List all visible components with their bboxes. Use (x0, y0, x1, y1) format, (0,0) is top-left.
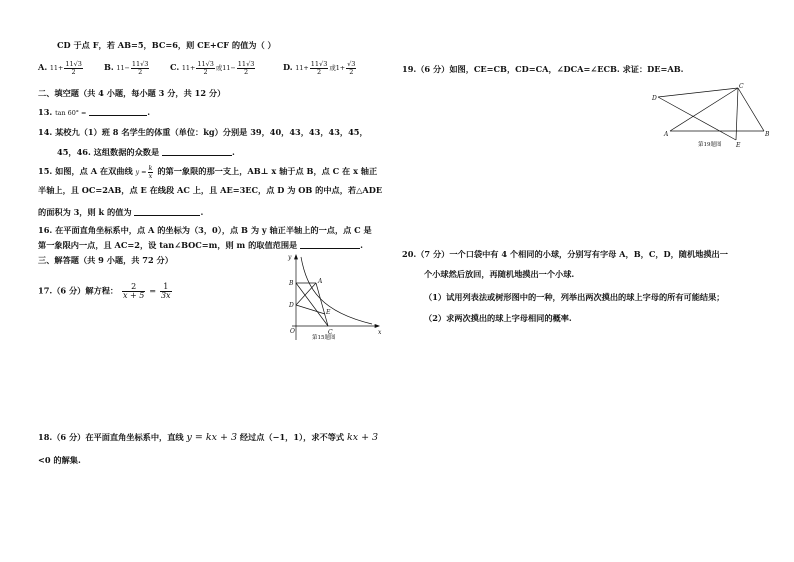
fig15-segment-bc (296, 283, 328, 326)
option-d-frac1 (310, 61, 329, 75)
q12-options (38, 58, 398, 80)
fig19-segment-ce (736, 88, 738, 140)
fig15-label-d: D (289, 302, 294, 309)
q16-line1: 16. 在平面直角坐标系中，点 A 的坐标为（3，0），点 B 为 y 轴正半轴上的一点，点 C 是 (38, 225, 372, 235)
option-c-pre: 11+ (181, 64, 196, 72)
q17-eq: = (149, 285, 157, 296)
option-b-label: B. (104, 62, 114, 72)
option-d-num2: √3 (347, 60, 356, 68)
q18-line1-mid: 经过点（−1，1），求不等式 (239, 432, 345, 442)
fig15-segment-de (296, 305, 325, 314)
q18-line2: <0 的解集. (38, 455, 81, 465)
q13-answer-blank[interactable] (89, 107, 147, 116)
section-3-heading: 三、解答题（共 9 小题，共 72 分） (38, 255, 173, 265)
fig15-hyperbola (301, 257, 372, 324)
q20-line4: （2）求两次摸出的球上字母相同的概率. (424, 313, 572, 323)
q16-line2-text: 第一象限内一点，且 AC=2，设 tan∠BOC=m，则 m 的取值范围是 (38, 240, 298, 250)
q13-end: . (147, 107, 151, 117)
q16-end: . (360, 240, 363, 250)
q12-continuation (57, 41, 276, 51)
option-c-frac1 (196, 61, 215, 75)
fig19-label-e: E (736, 142, 741, 149)
option-c-num1: 11√3 (197, 60, 214, 68)
fig15-label-b: B (289, 280, 294, 287)
fig19-segment-de (658, 97, 736, 140)
option-c-frac2 (237, 61, 256, 75)
option-c-den1: 2 (203, 67, 208, 76)
q14-line2-text: 45，46. 这组数据的众数是 (57, 147, 160, 157)
fig15-label-o: O (290, 328, 295, 335)
q20-line2: 个小球然后放回，再随机地摸出一个小球. (424, 269, 575, 279)
q15-fn-num: k (148, 164, 153, 172)
q17-right-frac (160, 283, 172, 300)
section-2-heading: 二、填空题（共 4 小题，每小题 3 分，共 12 分） (38, 88, 226, 98)
q19-text: 19.（6 分）如图，CE=CB，CD=CA，∠DCA=∠ECB. 求证：DE=AB. (402, 64, 684, 74)
q17-left-frac (122, 283, 145, 300)
fig19-label-c: C (739, 83, 744, 90)
q17-right-den: 3x (160, 291, 171, 300)
option-d-num1: 11√3 (310, 60, 328, 68)
figure-19 (650, 80, 775, 150)
option-a-frac (64, 61, 83, 75)
fig19-caption: 第19题图 (698, 142, 722, 148)
q15-answer-blank[interactable] (134, 207, 200, 216)
q13-expr: tan 60° = (55, 109, 87, 117)
option-c[interactable] (170, 61, 256, 75)
q17-left-den: x + 5 (122, 291, 145, 300)
fig15-label-x: x (378, 329, 382, 336)
option-b-num: 11√3 (131, 60, 149, 68)
fig15-y-arrow (295, 255, 298, 259)
fig15-label-a: A (318, 278, 323, 285)
q14-line1: 14. 某校九（1）班 8 名学生的体重（单位：kg）分别是 39，40，43，43，43，45， (38, 127, 368, 137)
option-d-den2: 2 (349, 67, 354, 76)
option-b-pre: 11− (116, 64, 130, 72)
q15-end: . (200, 207, 204, 217)
q15-pre: 15. 如图，点 A 在双曲线 (38, 166, 133, 176)
option-d-frac2 (346, 61, 356, 75)
q14-end: . (232, 147, 235, 157)
q18-line-eq: y = kx + 3 (186, 432, 237, 443)
fig15-label-e: E (326, 309, 331, 316)
q15-mid: 的第一象限的那一支上，AB⊥ x 轴于点 B，点 C 在 x 轴正 (157, 166, 378, 176)
q14-line2 (57, 147, 235, 158)
option-b-den: 2 (138, 67, 143, 76)
option-a-label: A. (38, 62, 48, 72)
option-a[interactable] (38, 61, 84, 75)
fig15-label-y: y (288, 254, 292, 261)
q14-answer-blank[interactable] (162, 147, 232, 156)
option-a-pre: 11+ (49, 64, 64, 72)
option-b-frac (131, 61, 150, 75)
q16-answer-blank[interactable] (300, 240, 360, 249)
option-d-pre: 11+ (295, 64, 309, 72)
figure-15 (282, 250, 384, 342)
fig19-segment-cb (738, 88, 764, 131)
q15-line1 (38, 165, 377, 179)
fig19-label-d: D (652, 95, 657, 102)
q18-ineq-expr: kx + 3 (346, 432, 379, 443)
option-c-mid: 或11− (215, 64, 236, 72)
option-d-label: D. (283, 62, 293, 72)
option-a-num: 11√3 (65, 60, 82, 68)
option-c-label: C. (170, 62, 180, 72)
q17-left-num: 2 (122, 283, 145, 292)
q15-line3-text: 的面积为 3，则 k 的值为 (38, 207, 132, 217)
fig15-label-c: C (328, 329, 333, 336)
fig15-x-arrow (375, 325, 379, 328)
option-c-num2: 11√3 (237, 60, 255, 68)
q13-number: 13. (38, 107, 53, 117)
q15-line2: 半轴上，且 OC=2AB，点 E 在线段 AC 上，且 AE=3EC，点 D 为 OB 的中点，若△ADE (38, 185, 383, 195)
q15-fn-frac (148, 165, 154, 179)
option-d-mid: 或1+ (329, 64, 346, 72)
fig15-caption: 第15题图 (312, 335, 336, 341)
q12-text: CD 于点 F，若 AB=5，BC=6，则 CE+CF 的值为（ ） (57, 40, 276, 50)
fig19-label-b: B (765, 131, 770, 138)
q20-line1: 20.（7 分）一个口袋中有 4 个相同的小球，分别写有字母 A，B，C，D，随机地摸出一 (402, 249, 728, 259)
q15-fn-den: x (148, 171, 153, 180)
q20-line3: （1）试用列表法或树形图中的一种，列举出两次摸出的球上字母的所有可能结果； (424, 292, 725, 302)
fig19-label-a: A (664, 131, 669, 138)
option-d-den1: 2 (316, 67, 322, 76)
q15-fn: y = (135, 168, 147, 176)
q18-line1 (38, 432, 378, 443)
q13 (38, 107, 150, 118)
option-b[interactable] (104, 61, 150, 75)
q17-pre: 17.（6 分）解方程： (38, 285, 119, 296)
q17-right-num: 1 (160, 283, 172, 292)
option-d[interactable] (283, 61, 357, 75)
q15-line3 (38, 207, 203, 218)
q17 (38, 283, 173, 300)
fig15-segment-ad (296, 283, 316, 305)
q18-line1-pre: 18.（6 分）在平面直角坐标系中，直线 (38, 432, 184, 442)
option-c-den2: 2 (244, 67, 249, 76)
fig15-segment-ac (316, 283, 328, 326)
option-a-den: 2 (71, 67, 76, 76)
